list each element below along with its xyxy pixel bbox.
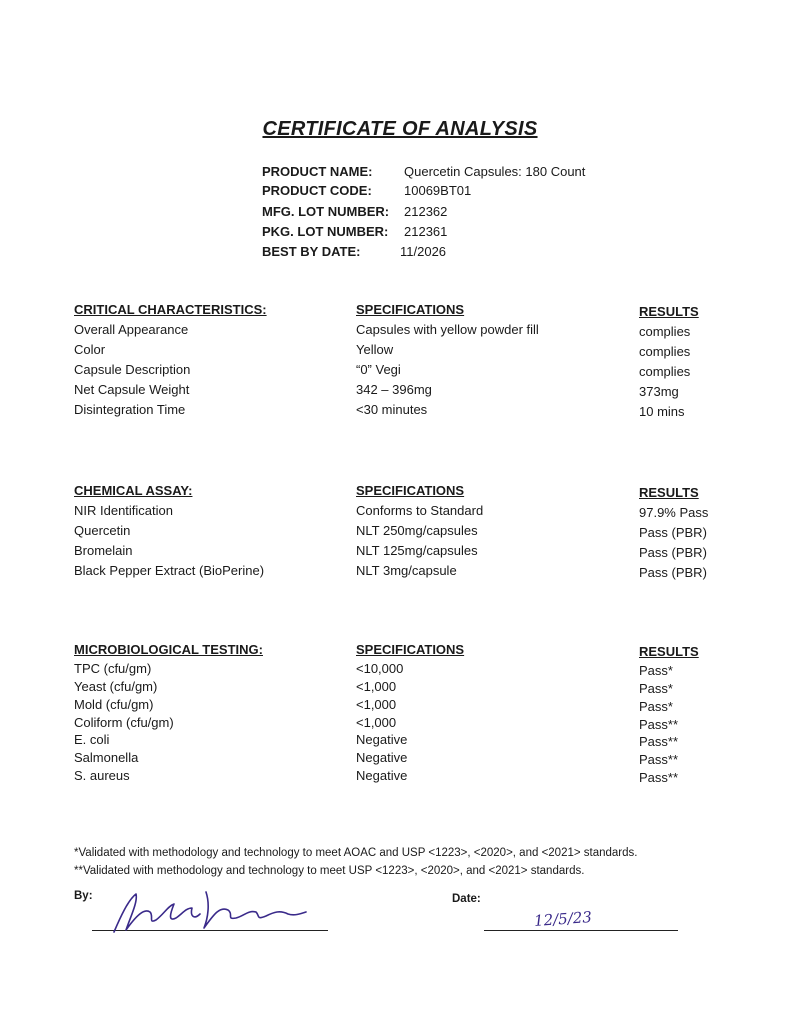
table-row — [74, 697, 714, 715]
micro-test-name: E. coli — [74, 732, 110, 747]
micro-test-name: Mold (cfu/gm) — [74, 697, 154, 712]
micro-test-name: Salmonella — [74, 750, 139, 765]
date-line — [484, 929, 678, 931]
table-row — [74, 543, 714, 561]
assay-result: 97.9% Pass — [639, 505, 709, 520]
table-row — [74, 523, 714, 541]
assay-name: Black Pepper Extract (BioPerine) — [74, 563, 265, 578]
characteristic-result: complies — [639, 324, 691, 339]
signed-date-value: 12/5/23 — [533, 908, 593, 930]
results-heading: RESULTS — [639, 485, 699, 500]
table-row — [74, 322, 714, 340]
assay-spec: NLT 250mg/capsules — [356, 523, 478, 538]
characteristic-result: 10 mins — [639, 404, 685, 419]
micro-test-result: Pass* — [639, 681, 673, 696]
product-name-value: Quercetin Capsules: 180 Count — [404, 164, 586, 179]
micro-test-name: TPC (cfu/gm) — [74, 661, 152, 676]
assay-spec: NLT 3mg/capsule — [356, 563, 457, 578]
table-row — [74, 661, 714, 679]
micro-test-spec: Negative — [356, 768, 408, 783]
micro-test-name: S. aureus — [74, 768, 130, 783]
section-heading: CRITICAL CHARACTERISTICS: — [74, 302, 267, 317]
handwritten-signature — [110, 888, 310, 938]
micro-test-spec: <1,000 — [356, 679, 397, 694]
table-row — [74, 382, 714, 400]
document-title: CERTIFICATE OF ANALYSIS — [262, 118, 538, 140]
characteristic-spec: Capsules with yellow powder fill — [356, 322, 539, 337]
micro-test-result: Pass** — [639, 770, 679, 785]
product-name-label: PRODUCT NAME: — [262, 164, 373, 179]
signature-by-label: By: — [74, 890, 93, 902]
micro-test-name: Coliform (cfu/gm) — [74, 715, 174, 730]
characteristic-result: complies — [639, 344, 691, 359]
mfg-lot-label: MFG. LOT NUMBER: — [262, 204, 390, 219]
table-row — [74, 402, 714, 420]
characteristic-name: Capsule Description — [74, 362, 191, 377]
assay-spec: Conforms to Standard — [356, 503, 484, 518]
assay-result: Pass (PBR) — [639, 545, 707, 560]
specifications-heading: SPECIFICATIONS — [356, 302, 465, 317]
results-heading: RESULTS — [639, 304, 699, 319]
characteristic-name: Color — [74, 342, 106, 357]
specifications-heading: SPECIFICATIONS — [356, 483, 465, 498]
assay-name: NIR Identification — [74, 503, 173, 518]
micro-test-spec: <1,000 — [356, 697, 397, 712]
table-row — [74, 715, 714, 733]
section-heading: MICROBIOLOGICAL TESTING: — [74, 642, 263, 657]
micro-test-result: Pass* — [639, 699, 673, 714]
micro-test-spec: Negative — [356, 732, 408, 747]
specifications-heading: SPECIFICATIONS — [356, 642, 465, 657]
assay-result: Pass (PBR) — [639, 525, 707, 540]
assay-spec: NLT 125mg/capsules — [356, 543, 478, 558]
characteristic-spec: “0” Vegi — [356, 362, 401, 377]
section-header — [74, 642, 714, 662]
footnote-single-asterisk: *Validated with methodology and technology to meet AOAC and USP <1223>, <2020>, and <2021> standards. — [74, 847, 638, 859]
table-row — [74, 503, 714, 521]
assay-result: Pass (PBR) — [639, 565, 707, 580]
table-row — [74, 679, 714, 697]
best-by-value: 11/2026 — [400, 244, 447, 259]
table-row — [74, 362, 714, 380]
pkg-lot-value: 212361 — [404, 224, 448, 239]
characteristic-result: 373mg — [639, 384, 679, 399]
micro-test-result: Pass* — [639, 663, 673, 678]
mfg-lot-value: 212362 — [404, 204, 448, 219]
pkg-lot-label: PKG. LOT NUMBER: — [262, 224, 389, 239]
micro-test-result: Pass** — [639, 752, 679, 767]
section-header — [74, 302, 714, 322]
micro-test-spec: <10,000 — [356, 661, 404, 676]
table-row — [74, 563, 714, 581]
characteristic-name: Overall Appearance — [74, 322, 189, 337]
micro-test-result: Pass** — [639, 734, 679, 749]
micro-test-result: Pass** — [639, 717, 679, 732]
characteristic-name: Net Capsule Weight — [74, 382, 190, 397]
characteristic-spec: 342 – 396mg — [356, 382, 432, 397]
product-code-value: 10069BT01 — [404, 183, 472, 198]
results-heading: RESULTS — [639, 644, 699, 659]
characteristic-result: complies — [639, 364, 691, 379]
table-row — [74, 342, 714, 360]
assay-name: Quercetin — [74, 523, 131, 538]
section-heading: CHEMICAL ASSAY: — [74, 483, 193, 498]
date-label: Date: — [452, 893, 481, 905]
table-row — [74, 768, 714, 786]
characteristic-name: Disintegration Time — [74, 402, 186, 417]
product-code-label: PRODUCT CODE: — [262, 183, 372, 198]
micro-test-name: Yeast (cfu/gm) — [74, 679, 158, 694]
micro-test-spec: Negative — [356, 750, 408, 765]
footnote-double-asterisk: **Validated with methodology and technology to meet USP <1223>, <2020>, and <2021> standards. — [74, 865, 585, 877]
characteristic-spec: Yellow — [356, 342, 394, 357]
table-row — [74, 732, 714, 750]
characteristic-spec: <30 minutes — [356, 402, 428, 417]
micro-test-spec: <1,000 — [356, 715, 397, 730]
section-header — [74, 483, 714, 503]
assay-name: Bromelain — [74, 543, 133, 558]
table-row — [74, 750, 714, 768]
best-by-label: BEST BY DATE: — [262, 244, 361, 259]
